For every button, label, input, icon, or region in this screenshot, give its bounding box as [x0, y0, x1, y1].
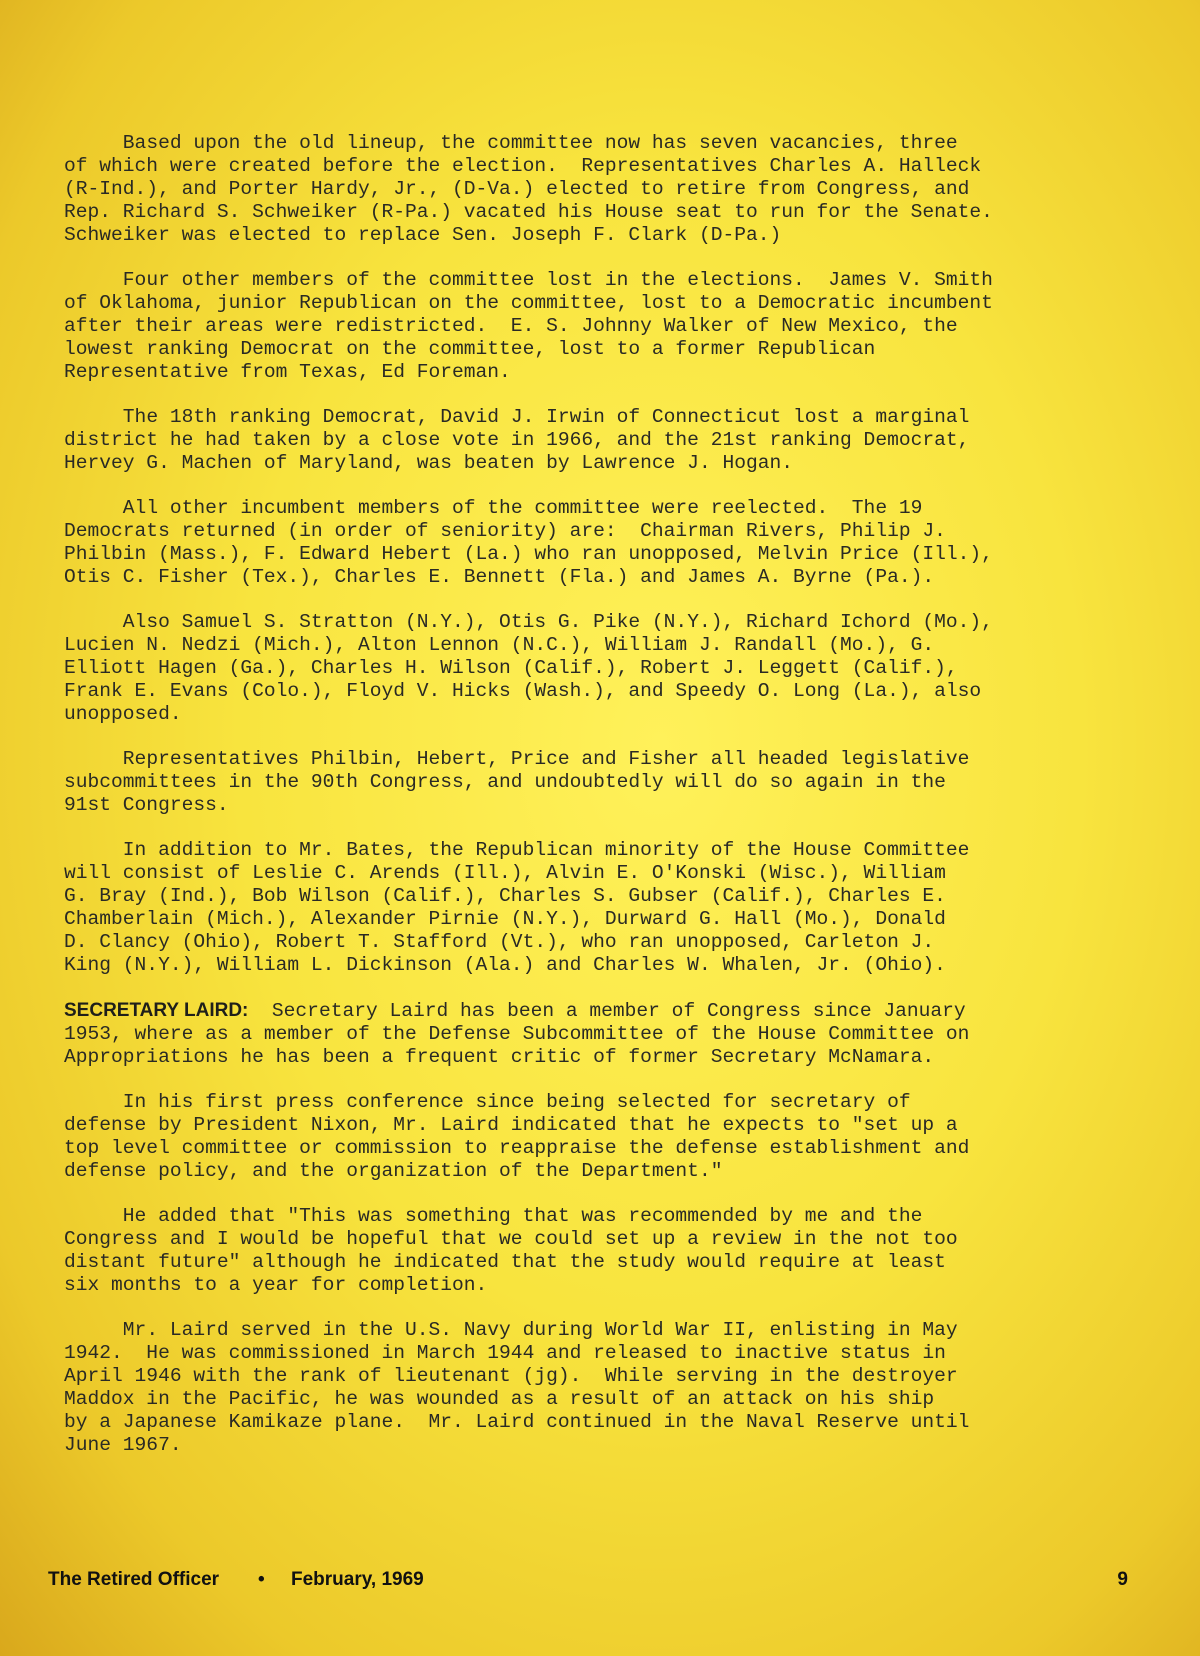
paragraph-secretary-laird	[64, 999, 1154, 1069]
footer-date: February, 1969	[291, 1569, 424, 1590]
paragraph-also-returned: Also Samuel S. Stratton (N.Y.), Otis G. Pike (N.Y.), Richard Ichord (Mo.), Lucien N. Nedzi (Mich.), Alton Lennon (N.C.), William J. Randall (Mo.), G. Elliott Hagen (Ga.), Charles H. Wilson (Calif.), Robert J. Leggett (Calif.), Frank E. Evans (Colo.), Floyd V. Hicks (Wash.), and Speedy O. Long (La.), also unopposed.	[64, 611, 993, 725]
footer-publication: The Retired Officer	[48, 1569, 220, 1590]
secretary-laird-intro: Secretary Laird has been a member of Congress since January 1953, where as a member of the Defense Subcommittee of the House Committee on Appropriations he has been a frequent critic of former Secretary McNamara.	[64, 1000, 970, 1068]
paragraph-election-losses: Four other members of the committee lost in the elections. James V. Smith of Oklahoma, junior Republican on the committee, lost to a Democratic incumbent after their areas were redistricted. E. S. Johnny Walker of New Mexico, the lowest ranking Democrat on the committee, lost to a former Republican Representative from Texas, Ed Foreman.	[64, 269, 993, 383]
paragraph-subcommittees: Representatives Philbin, Hebert, Price and Fisher all headed legislative subcommittees in the 90th Congress, and undoubtedly will do so again in the 91st Congress.	[64, 748, 970, 816]
paragraph-review: He added that "This was something that was recommended by me and the Congress and I would be hopeful that we could set up a review in the not too distant future" although he indicated that the study would require at least six months to a year for completion.	[64, 1205, 958, 1296]
paragraph-ranking-democrats: The 18th ranking Democrat, David J. Irwin of Connecticut lost a marginal district he had taken by a close vote in 1966, and the 21st ranking Democrat, Hervey G. Machen of Maryland, was beaten by Lawrence J. Hogan.	[64, 406, 970, 474]
page-footer	[48, 1569, 1128, 1595]
article-body	[64, 132, 1154, 1457]
page-number: 9	[1117, 1569, 1128, 1590]
paragraph-press-conference: In his first press conference since being selected for secretary of defense by President Nixon, Mr. Laird indicated that he expects to "set up a top level committee or commission to reappraise the defense establishment and defense policy, and the organization of the Department."	[64, 1091, 970, 1182]
paragraph-vacancies: Based upon the old lineup, the committee now has seven vacancies, three of which were created before the election. Representatives Charles A. Halleck (R-Ind.), and Porter Hardy, Jr., (D-Va.) elected to retire from Congress, and Rep. Richard S. Schweiker (R-Pa.) vacated his House seat to run for the Senate. Schweiker was elected to replace Sen. Joseph F. Clark (D-Pa.)	[64, 132, 993, 246]
paragraph-navy-service: Mr. Laird served in the U.S. Navy during World War II, enlisting in May 1942. He was commissioned in March 1944 and released to inactive status in April 1946 with the rank of lieutenant (jg). While serving in the destroyer Maddox in the Pacific, he was wounded as a result of an attack on his ship by a Japanese Kamikaze plane. Mr. Laird continued in the Naval Reserve until June 1967.	[64, 1319, 970, 1456]
paragraph-democrats-returned: All other incumbent members of the committee were reelected. The 19 Democrats returned (in order of seniority) are: Chairman Rivers, Philip J. Philbin (Mass.), F. Edward Hebert (La.) who ran unopposed, Melvin Price (Ill.), Otis C. Fisher (Tex.), Charles E. Bennett (Fla.) and James A. Byrne (Pa.).	[64, 497, 993, 588]
footer-bullet: •	[258, 1569, 265, 1590]
paragraph-republican-minority: In addition to Mr. Bates, the Republican minority of the House Committee will consist of Leslie C. Arends (Ill.), Alvin E. O'Konski (Wisc.), William G. Bray (Ind.), Bob Wilson (Calif.), Charles S. Gubser (Calif.), Charles E. Chamberlain (Mich.), Alexander Pirnie (N.Y.), Durward G. Hall (Mo.), Donald D. Clancy (Ohio), Robert T. Stafford (Vt.), who ran unopposed, Carleton J. King (N.Y.), William L. Dickinson (Ala.) and Charles W. Whalen, Jr. (Ohio).	[64, 839, 970, 976]
section-heading-secretary-laird: SECRETARY LAIRD:	[64, 1000, 249, 1021]
